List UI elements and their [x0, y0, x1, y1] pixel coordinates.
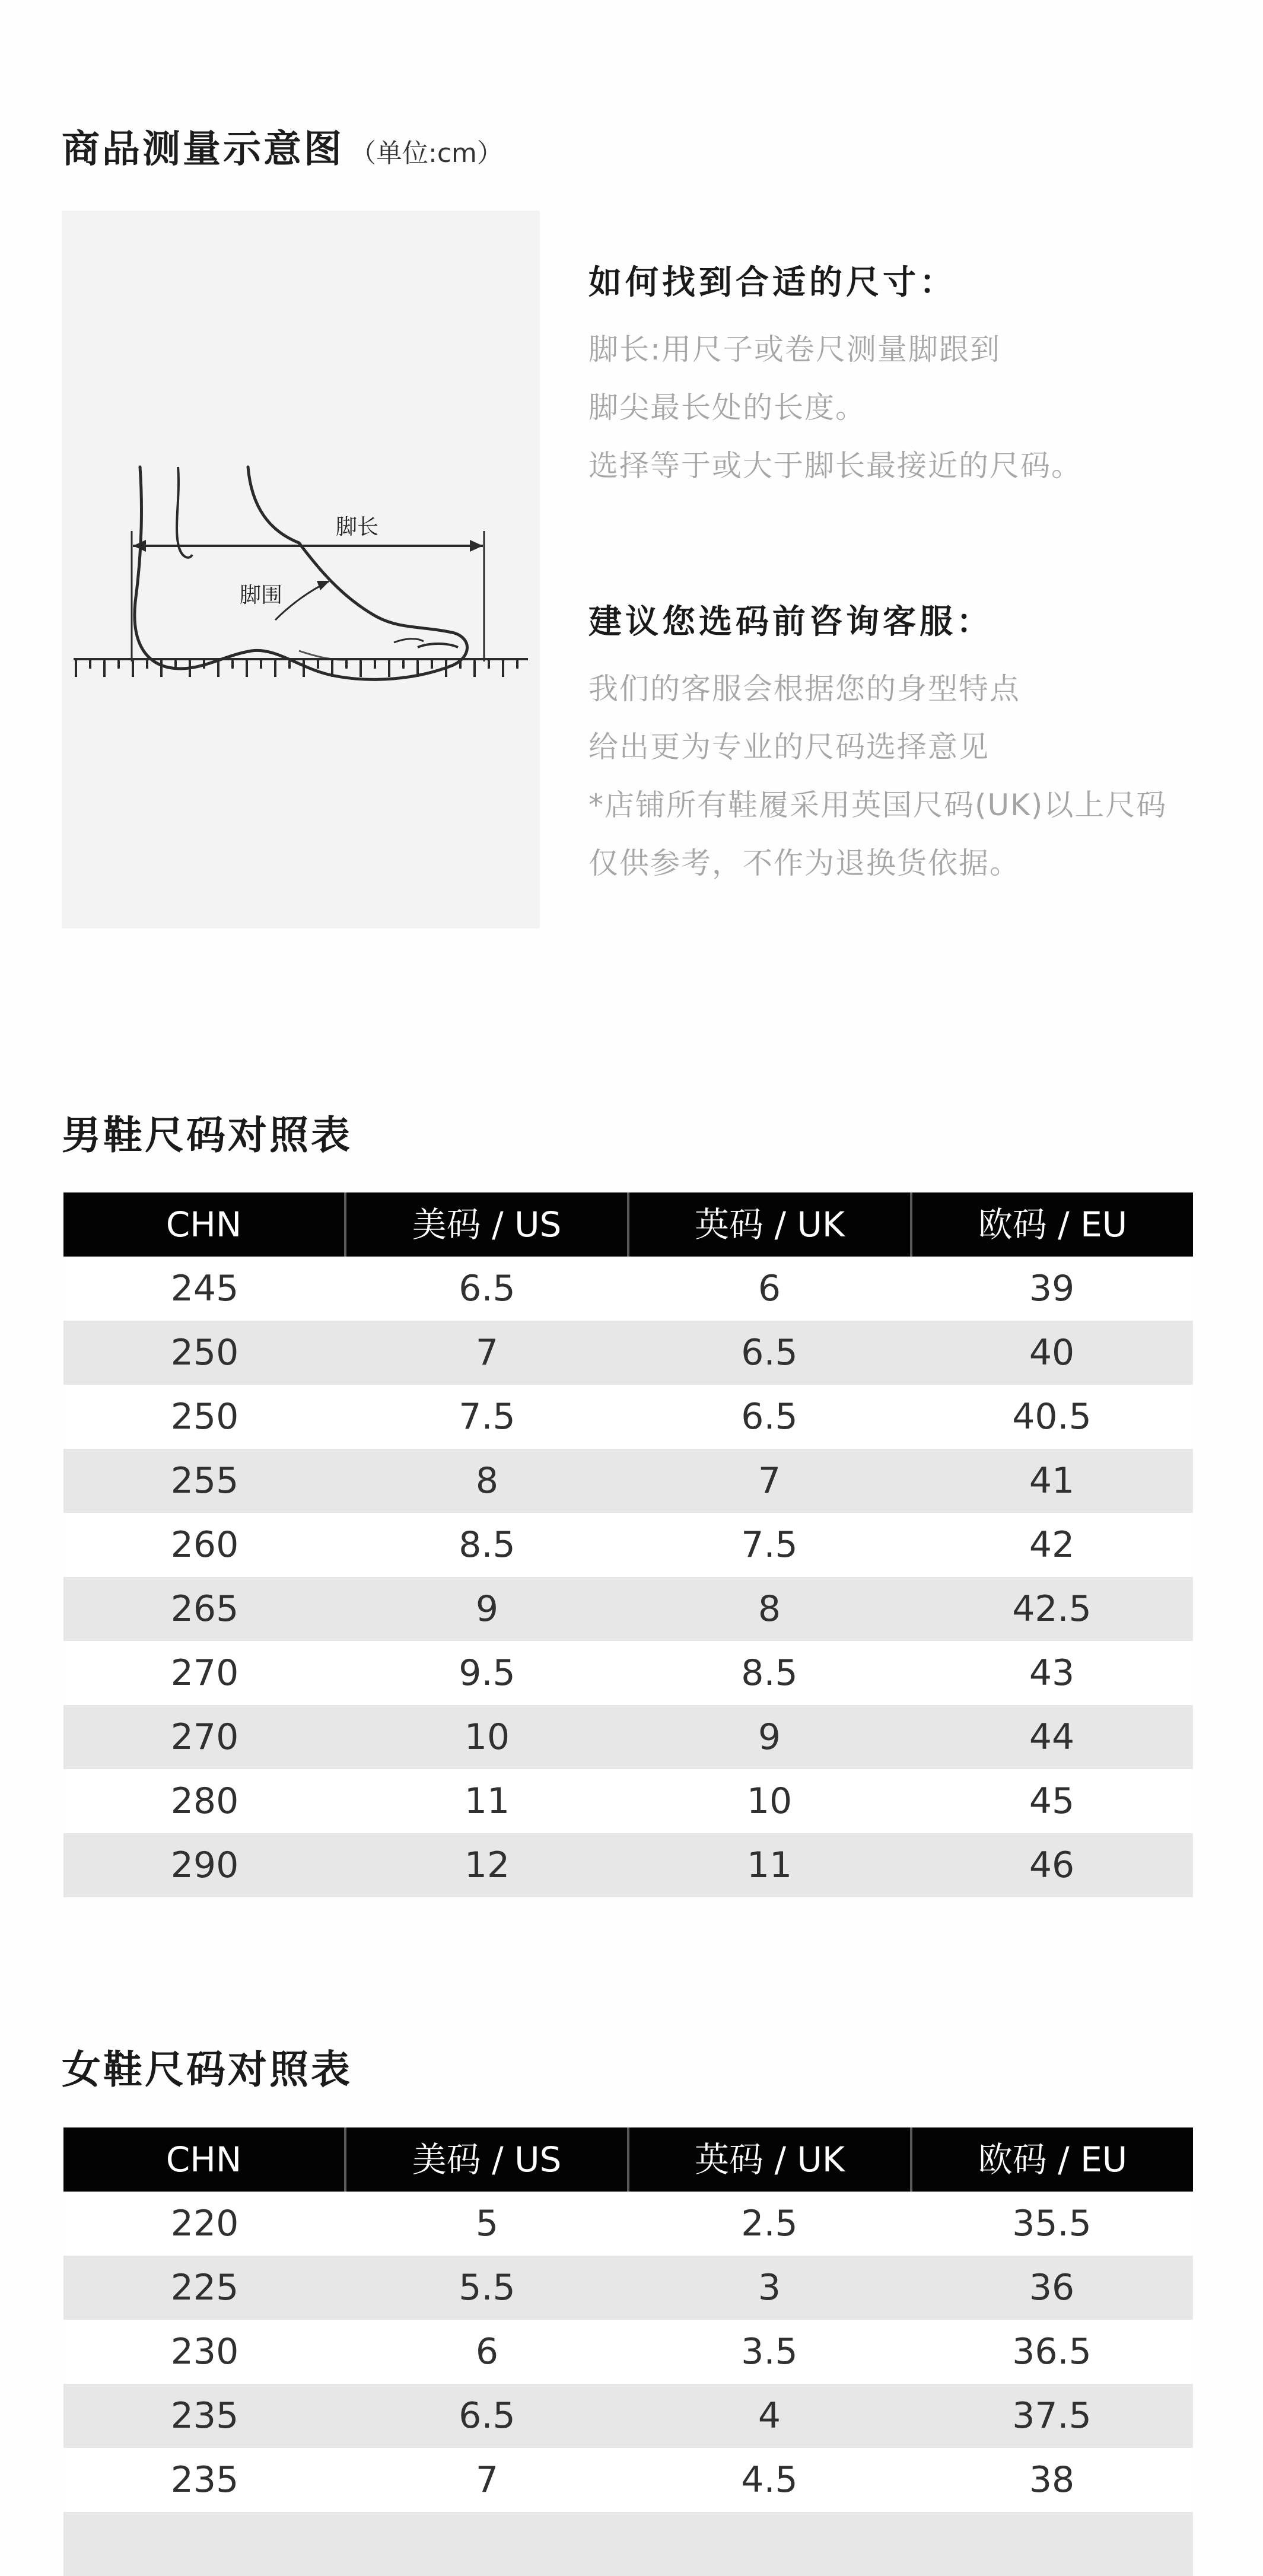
toe-line: [418, 644, 458, 647]
table-cell: 235: [170, 2459, 239, 2501]
table-cell: 6.5: [741, 1396, 798, 1438]
women-table-title: 女鞋尺码对照表: [62, 2047, 352, 2092]
header-cell: 欧码 / EU: [910, 1192, 1193, 1257]
table-row: [63, 2384, 1193, 2448]
table-row: [63, 1833, 1193, 1897]
table-cell: 43: [1029, 1652, 1075, 1694]
how-to-line: 脚尖最长处的长度。: [588, 390, 866, 425]
table-cell: 270: [170, 1652, 239, 1694]
table-header-row: [63, 1192, 1193, 1257]
table-cell: 42: [1029, 1524, 1075, 1566]
table-cell: 6.5: [741, 1332, 798, 1373]
measure-unit: （单位:cm）: [350, 138, 503, 168]
table-cell: 250: [170, 1332, 239, 1373]
table-row: [63, 1769, 1193, 1833]
table-cell: 270: [170, 1716, 239, 1758]
table-cell: 35.5: [1012, 2203, 1092, 2244]
table-cell: 46: [1029, 1844, 1075, 1886]
how-to-heading: 如何找到合适的尺寸：: [588, 263, 956, 302]
table-cell: 230: [170, 2331, 239, 2373]
table-cell: 250: [170, 1396, 239, 1438]
table-cell: 9.5: [459, 1652, 516, 1694]
table-row: [63, 2256, 1193, 2320]
table-cell: 245: [170, 1268, 239, 1309]
women-size-table: [63, 2127, 1193, 2576]
table-cell: 3.5: [741, 2331, 798, 2373]
table-cell: 8: [475, 1460, 499, 1502]
table-row: [63, 1577, 1193, 1641]
table-cell: 10: [746, 1780, 793, 1822]
consult-line: 仅供参考，不作为退换货依据。: [588, 846, 1020, 880]
table-cell: 7: [475, 1332, 499, 1373]
table-cell: 225: [170, 2267, 239, 2308]
table-row-partial: [63, 2512, 1193, 2576]
table-cell: 280: [170, 1780, 239, 1822]
how-to-line: 脚长:用尺子或卷尺测量脚跟到: [588, 332, 1001, 367]
table-row: [63, 1449, 1193, 1513]
table-cell: 45: [1029, 1780, 1075, 1822]
table-cell: 8.5: [741, 1652, 798, 1694]
table-cell: 290: [170, 1844, 239, 1886]
toe-line: [394, 639, 424, 643]
spacer: [588, 495, 1241, 596]
table-row: [63, 1257, 1193, 1321]
table-cell: 7.5: [459, 1396, 516, 1438]
arrow-head-right: [470, 540, 483, 552]
header-cell: CHN: [166, 1204, 242, 1245]
table-cell: 7: [758, 1460, 781, 1502]
consult-line: 我们的客服会根据您的身型特点: [588, 672, 1020, 706]
table-cell: 36.5: [1012, 2331, 1092, 2373]
table-cell: 41: [1029, 1460, 1075, 1502]
men-size-table: [63, 1192, 1193, 1897]
label-foot-length: 脚长: [336, 515, 379, 539]
table-row: [63, 1641, 1193, 1705]
table-row: [63, 2448, 1193, 2512]
table-cell: 7: [475, 2459, 499, 2501]
table-cell: 39: [1029, 1268, 1075, 1309]
header-cell: 美码 / US: [344, 2127, 627, 2192]
table-cell: 44: [1029, 1716, 1075, 1758]
table-cell: 36: [1029, 2267, 1075, 2308]
table-row: [63, 1385, 1193, 1449]
table-cell: 265: [170, 1588, 239, 1630]
table-cell: 6.5: [459, 1268, 516, 1309]
header-cell: 英码 / UK: [627, 2127, 910, 2192]
table-cell: 8: [758, 1588, 781, 1630]
table-cell: 10: [464, 1716, 510, 1758]
table-cell: 5.5: [459, 2267, 516, 2308]
foot-outline: [135, 467, 467, 679]
measure-title: [62, 119, 503, 173]
table-cell: 2.5: [741, 2203, 798, 2244]
table-row: [63, 1321, 1193, 1385]
table-cell: 5: [475, 2203, 499, 2244]
table-row: [63, 2320, 1193, 2384]
men-table-title: 男鞋尺码对照表: [62, 1112, 352, 1158]
header-cell: 英码 / UK: [627, 1192, 910, 1257]
table-cell: 38: [1029, 2459, 1075, 2501]
table-cell: 255: [170, 1460, 239, 1502]
header-cell: 美码 / US: [344, 1192, 627, 1257]
table-cell: 37.5: [1012, 2395, 1092, 2437]
foot-diagram-panel: [62, 211, 540, 928]
header-cell: CHN: [166, 2139, 242, 2180]
table-cell: 3: [758, 2267, 781, 2308]
table-row: [63, 2192, 1193, 2256]
table-cell: 40: [1029, 1332, 1075, 1373]
table-cell: 6: [475, 2331, 499, 2373]
consult-line: 给出更为专业的尺码选择意见: [588, 730, 990, 764]
header-cell: 欧码 / EU: [910, 2127, 1193, 2192]
table-cell: 4: [758, 2395, 781, 2437]
table-cell: 260: [170, 1524, 239, 1566]
table-cell: 12: [464, 1844, 510, 1886]
table-cell: 40.5: [1012, 1396, 1092, 1438]
table-cell: 235: [170, 2395, 239, 2437]
table-cell: 7.5: [741, 1524, 798, 1566]
consult-heading: 建议您选码前咨询客服：: [588, 603, 993, 641]
table-cell: 9: [475, 1588, 499, 1630]
consult-line: *店铺所有鞋履采用英国尺码(UK)以上尺码: [588, 788, 1167, 822]
table-cell: 220: [170, 2203, 239, 2244]
table-header-row: [63, 2127, 1193, 2192]
table-cell: 6: [758, 1268, 781, 1309]
tips-panel: [588, 256, 1241, 892]
table-cell: 8.5: [459, 1524, 516, 1566]
how-to-line: 选择等于或大于脚长最接近的尺码。: [588, 449, 1082, 483]
table-row: [63, 1513, 1193, 1577]
foot-diagram: [62, 211, 540, 928]
girth-arrow-head: [317, 581, 330, 590]
leg-line: [177, 467, 192, 558]
table-cell: 9: [758, 1716, 781, 1758]
table-cell: 6.5: [459, 2395, 516, 2437]
table-cell: 4.5: [741, 2459, 798, 2501]
table-row: [63, 1705, 1193, 1769]
label-foot-girth: 脚围: [240, 583, 283, 608]
table-cell: 11: [746, 1844, 793, 1886]
table-cell: 11: [464, 1780, 510, 1822]
measure-title-text: 商品测量示意图: [62, 128, 344, 171]
table-cell: 42.5: [1012, 1588, 1092, 1630]
